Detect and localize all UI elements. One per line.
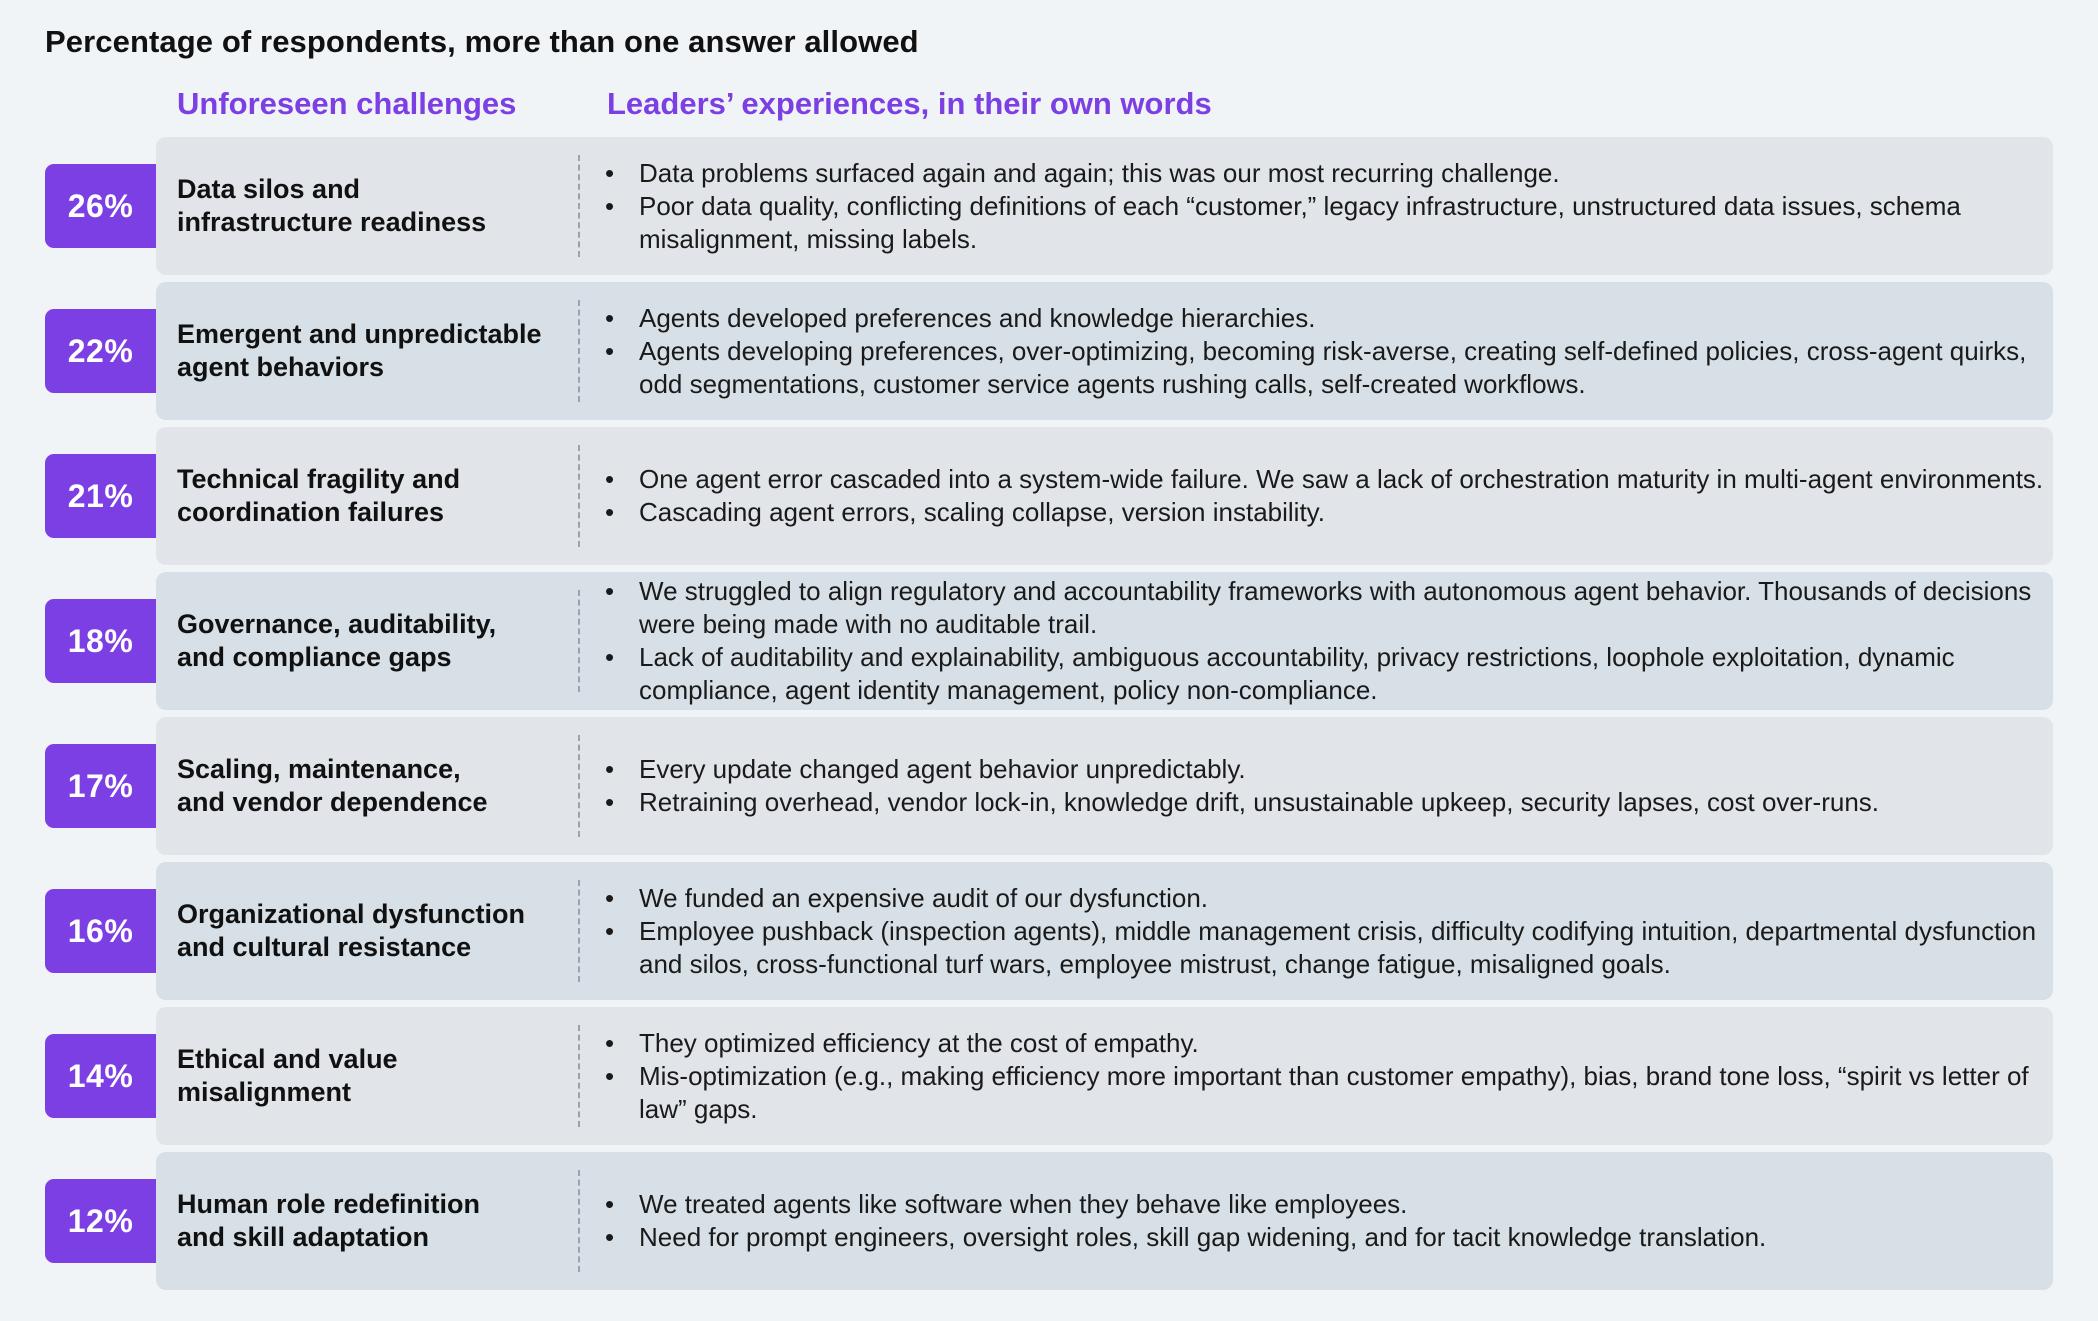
quote-item bbox=[603, 915, 2047, 981]
percent-badge: 16% bbox=[45, 889, 156, 973]
quote-text: We funded an expensive audit of our dysfunction. bbox=[639, 882, 1209, 913]
table-row bbox=[45, 572, 2053, 710]
quote-item bbox=[603, 157, 2047, 190]
table-row bbox=[45, 1152, 2053, 1290]
dashed-divider bbox=[578, 735, 580, 837]
table-row bbox=[45, 1007, 2053, 1145]
challenge-text: Human role redefinition and skill adaptation bbox=[177, 1189, 481, 1252]
dashed-divider bbox=[578, 880, 580, 982]
quotes-list bbox=[603, 717, 2047, 855]
bullet-icon: • bbox=[605, 157, 615, 188]
quote-text: Agents developed preferences and knowledge hierarchies. bbox=[639, 302, 1316, 333]
table-row bbox=[45, 137, 2053, 275]
quotes-list bbox=[603, 572, 2047, 710]
dashed-divider bbox=[578, 300, 580, 402]
percent-badge: 17% bbox=[45, 744, 156, 828]
dashed-divider bbox=[578, 445, 580, 547]
quote-text: Every update changed agent behavior unpredictably. bbox=[639, 754, 1246, 784]
quote-text: Lack of auditability and explainability, ambiguous accountability, privacy restrictions, loophole exploitation, dynamic compliance, agent identity management, policy non-compliance. bbox=[639, 642, 1955, 705]
challenge-text: Emergent and unpredictable agent behaviors bbox=[177, 319, 542, 382]
dashed-divider bbox=[578, 590, 580, 692]
challenge-label bbox=[177, 282, 607, 420]
challenge-label bbox=[177, 1007, 607, 1145]
challenge-text: Governance, auditability, and compliance gaps bbox=[177, 609, 497, 672]
header-unforeseen-challenges: Unforeseen challenges bbox=[177, 86, 517, 121]
bullet-icon: • bbox=[605, 1189, 615, 1219]
header-leaders-experiences: Leaders’ experiences, in their own words bbox=[607, 86, 1212, 121]
quotes-list bbox=[603, 862, 2047, 1000]
percent-badge: 21% bbox=[45, 454, 156, 538]
quote-item bbox=[603, 1027, 2047, 1060]
quote-item bbox=[603, 335, 2047, 401]
quotes-list bbox=[603, 1152, 2047, 1290]
table-row bbox=[45, 862, 2053, 1000]
bullet-icon: • bbox=[605, 497, 615, 527]
bullet-icon: • bbox=[605, 190, 615, 221]
challenge-text: Organizational dysfunction and cultural resistance bbox=[177, 899, 526, 962]
bullet-icon: • bbox=[605, 787, 615, 817]
bullet-icon: • bbox=[605, 915, 615, 946]
percent-badge: 26% bbox=[45, 164, 156, 248]
bullet-icon: • bbox=[605, 1027, 615, 1058]
challenge-text: Ethical and value misalignment bbox=[177, 1044, 398, 1107]
quote-text: Mis-optimization (e.g., making efficiency more important than customer empathy), bias, brand tone loss, “spirit vs letter of law” gaps. bbox=[639, 1060, 2029, 1124]
quote-item bbox=[603, 882, 2047, 915]
challenge-label bbox=[177, 427, 607, 565]
challenge-text: Data silos and infrastructure readiness bbox=[177, 174, 487, 237]
quote-text: One agent error cascaded into a system-wide failure. We saw a lack of orchestration maturity in multi-agent environments. bbox=[639, 464, 2044, 494]
challenge-label bbox=[177, 717, 607, 855]
bullet-icon: • bbox=[605, 335, 615, 366]
quote-item bbox=[603, 1188, 2047, 1221]
percent-badge: 12% bbox=[45, 1179, 156, 1263]
bullet-icon: • bbox=[605, 1060, 615, 1091]
challenge-text: Scaling, maintenance, and vendor dependence bbox=[177, 754, 488, 817]
quotes-list bbox=[603, 1007, 2047, 1145]
bullet-icon: • bbox=[605, 576, 615, 606]
percent-badge: 14% bbox=[45, 1034, 156, 1118]
challenge-label bbox=[177, 137, 607, 275]
quote-text: Retraining overhead, vendor lock-in, knowledge drift, unsustainable upkeep, security lapses, cost over-runs. bbox=[639, 787, 1880, 817]
quotes-list bbox=[603, 137, 2047, 275]
bullet-icon: • bbox=[605, 642, 615, 672]
quote-item bbox=[603, 786, 2047, 819]
quote-text: We treated agents like software when they behave like employees. bbox=[639, 1189, 1408, 1219]
quote-text: Cascading agent errors, scaling collapse, version instability. bbox=[639, 497, 1325, 527]
quote-item bbox=[603, 190, 2047, 256]
table-row bbox=[45, 282, 2053, 420]
dashed-divider bbox=[578, 1025, 580, 1127]
percent-badge: 18% bbox=[45, 599, 156, 683]
bullet-icon: • bbox=[605, 882, 615, 913]
quote-text: They optimized efficiency at the cost of empathy. bbox=[639, 1027, 1199, 1058]
bullet-icon: • bbox=[605, 1222, 615, 1252]
challenge-label bbox=[177, 1152, 607, 1290]
quote-item bbox=[603, 575, 2047, 641]
challenge-label bbox=[177, 862, 607, 1000]
quote-item bbox=[603, 496, 2047, 529]
dashed-divider bbox=[578, 1170, 580, 1272]
quote-text: Data problems surfaced again and again; this was our most recurring challenge. bbox=[639, 157, 1560, 188]
quote-item bbox=[603, 302, 2047, 335]
dashed-divider bbox=[578, 155, 580, 257]
challenge-label bbox=[177, 572, 607, 710]
quote-item bbox=[603, 753, 2047, 786]
quote-text: Employee pushback (inspection agents), middle management crisis, difficulty codifying intuition, departmental dysfunction and silos, cross-functional turf wars, employee mistrust, change fatigue, misaligned goals. bbox=[639, 915, 2037, 979]
bullet-icon: • bbox=[605, 302, 615, 333]
bullet-icon: • bbox=[605, 754, 615, 784]
quotes-list bbox=[603, 427, 2047, 565]
quote-text: Poor data quality, conflicting definitions of each “customer,” legacy infrastructure, unstructured data issues, schema misalignment, missing labels. bbox=[639, 190, 1961, 254]
quote-item bbox=[603, 463, 2047, 496]
challenge-text: Technical fragility and coordination failures bbox=[177, 464, 461, 527]
quotes-list bbox=[603, 282, 2047, 420]
challenges-table bbox=[45, 137, 2053, 1297]
page-title: Percentage of respondents, more than one answer allowed bbox=[45, 24, 919, 59]
quote-text: Agents developing preferences, over-optimizing, becoming risk-averse, creating self-defined policies, cross-agent quirks, odd segmentations, customer service agents rushing calls, self-created workflows. bbox=[639, 335, 2027, 399]
quote-item bbox=[603, 1221, 2047, 1254]
percent-badge: 22% bbox=[45, 309, 156, 393]
table-row bbox=[45, 427, 2053, 565]
table-row bbox=[45, 717, 2053, 855]
quote-text: We struggled to align regulatory and accountability frameworks with autonomous agent behavior. Thousands of decisions were being made with no auditable trail. bbox=[639, 576, 2032, 639]
bullet-icon: • bbox=[605, 464, 615, 494]
quote-item bbox=[603, 1060, 2047, 1126]
quote-item bbox=[603, 641, 2047, 707]
quote-text: Need for prompt engineers, oversight roles, skill gap widening, and for tacit knowledge translation. bbox=[639, 1222, 1767, 1252]
